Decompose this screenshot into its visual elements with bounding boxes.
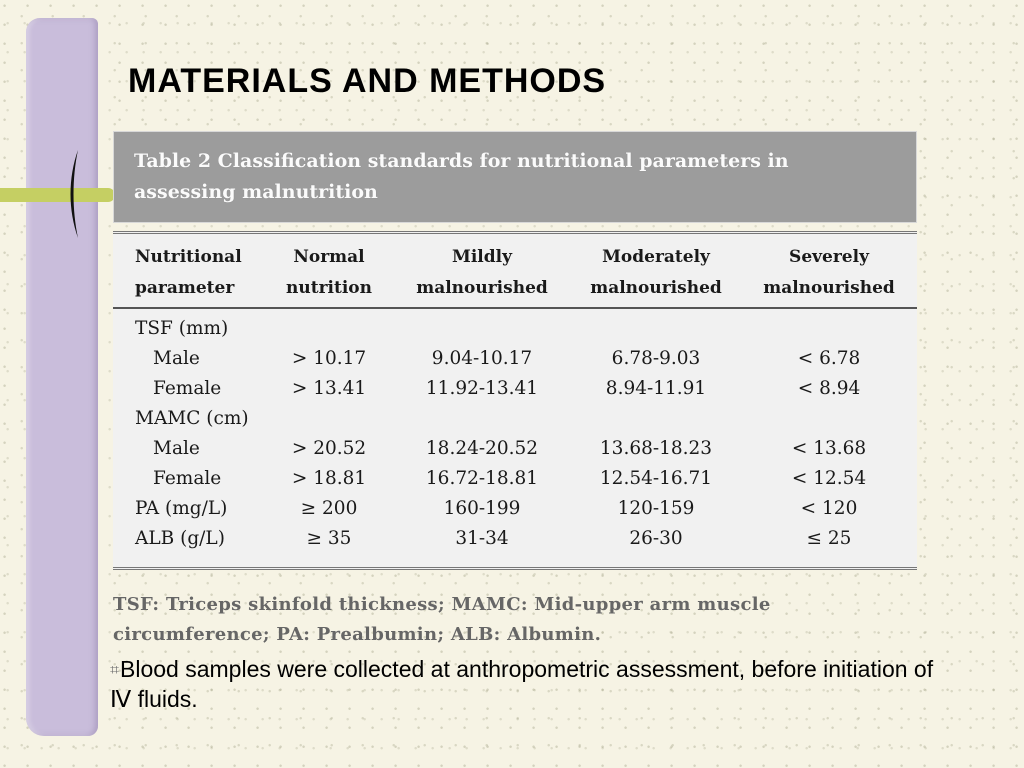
column-header (265, 234, 393, 308)
table-cell: 8.94-11.91 (605, 377, 707, 399)
table-cell: < 120 (800, 497, 858, 519)
parameter-label: Male (153, 347, 200, 369)
parameter-label: ALB (g/L) (135, 527, 225, 549)
table-cell: 11.92-13.41 (425, 377, 539, 399)
column-header (571, 234, 741, 308)
decorative-accent-stripe (0, 188, 115, 202)
table-body (113, 308, 917, 553)
table-cell (393, 403, 571, 433)
table-cell (571, 308, 741, 343)
table-row (113, 373, 917, 403)
table-row (113, 308, 917, 343)
table-cell: < 13.68 (791, 437, 867, 459)
bullet-paragraph (110, 655, 950, 713)
column-header (393, 234, 571, 308)
column-header (741, 234, 917, 308)
table-cell: 9.04-10.17 (431, 347, 533, 369)
column-header-line: malnourished (416, 278, 548, 298)
parameter-label: Female (153, 377, 222, 399)
table-cell: 16.72-18.81 (425, 467, 539, 489)
parameter-label: PA (mg/L) (135, 497, 228, 519)
table-row (113, 463, 917, 493)
table-footnote: TSF: Triceps skinfold thickness; MAMC: Mid-upper arm muscle circumference; PA: Prealbumin; ALB: Albumin. (113, 594, 771, 645)
table-cell: > 20.52 (291, 437, 367, 459)
table-caption: Table 2 Classification standards for nutritional parameters in assessing malnutrition (113, 131, 917, 223)
table-cell (265, 308, 393, 343)
bullet-icon: ⌗ (110, 662, 120, 679)
table-cell: < 6.78 (797, 347, 861, 369)
table-cell: 26-30 (629, 527, 683, 549)
table-cell: 18.24-20.52 (425, 437, 539, 459)
parameter-label: MAMC (cm) (135, 407, 249, 429)
table-cell (393, 308, 571, 343)
table-row (113, 403, 917, 433)
table-cell: < 12.54 (791, 467, 867, 489)
classification-table (113, 231, 917, 570)
table-cell: > 10.17 (291, 347, 367, 369)
table-cell: 160-199 (443, 497, 521, 519)
table-cell: > 18.81 (291, 467, 367, 489)
column-header-line: malnourished (763, 278, 895, 298)
decorative-left-bar (26, 18, 98, 736)
parameter-label: TSF (mm) (135, 317, 229, 339)
column-header-line: Nutritional (135, 247, 242, 267)
bracket-ornament (66, 148, 80, 240)
column-header (113, 234, 265, 308)
table-cell (741, 308, 917, 343)
column-header-line: Normal (293, 247, 365, 267)
table-cell: 6.78-9.03 (611, 347, 701, 369)
slide-title: MATERIALS AND METHODS (128, 62, 607, 100)
table-cell: > 13.41 (291, 377, 367, 399)
table-cell (571, 403, 741, 433)
table-cell: 12.54-16.71 (599, 467, 713, 489)
table-row (113, 523, 917, 553)
column-header-line: Severely (789, 247, 869, 267)
column-header-line: malnourished (590, 278, 722, 298)
table-cell: 13.68-18.23 (599, 437, 713, 459)
table-cell: ≥ 200 (300, 497, 358, 519)
table-cell (741, 403, 917, 433)
column-header-line: nutrition (286, 278, 372, 298)
parameter-label: Male (153, 437, 200, 459)
table-cell: ≤ 25 (806, 527, 852, 549)
table-row (113, 433, 917, 463)
table-cell: 120-159 (617, 497, 695, 519)
parameter-label: Female (153, 467, 222, 489)
column-header-line: parameter (135, 278, 235, 298)
table-cell (265, 403, 393, 433)
table-cell: < 8.94 (797, 377, 861, 399)
table-cell: ≥ 35 (306, 527, 352, 549)
bullet-text: Blood samples were collected at anthropometric assessment, before initiation of Ⅳ fluids. (110, 656, 934, 712)
table-header-row (113, 234, 917, 308)
table-row (113, 343, 917, 373)
table-row (113, 493, 917, 523)
column-header-line: Moderately (602, 247, 710, 267)
column-header-line: Mildly (452, 247, 512, 267)
table-cell: 31-34 (455, 527, 509, 549)
